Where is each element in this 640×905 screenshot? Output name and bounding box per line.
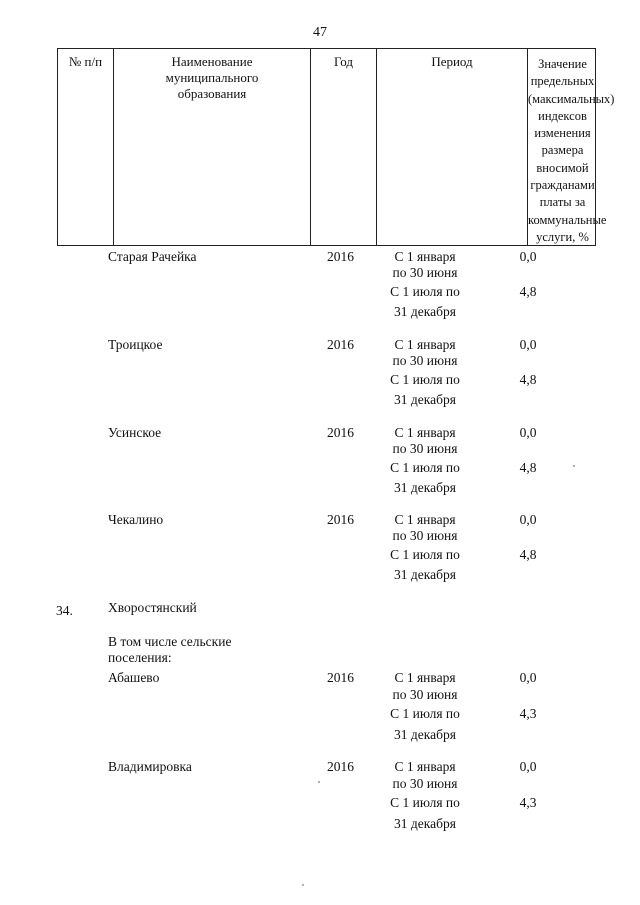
header-value-line: индексов xyxy=(538,108,587,123)
period-line: 31 декабря xyxy=(394,727,456,742)
period-line: по 30 июня xyxy=(392,528,458,543)
header-value-line: изменения xyxy=(534,126,591,141)
period-line: 31 декабря xyxy=(394,392,456,407)
subnote-line: поселения: xyxy=(108,650,172,665)
year-cell: 2016 xyxy=(327,512,354,527)
period-line: С 1 января xyxy=(394,337,456,352)
value-cell: 4,3 xyxy=(519,795,537,810)
year-cell: 2016 xyxy=(327,425,354,440)
period-line: С 1 июля по xyxy=(390,372,460,387)
value-cell: 4,3 xyxy=(519,706,537,721)
settlement-name: Абашево xyxy=(108,670,160,685)
period-line: С 1 июля по xyxy=(390,706,460,721)
subnote-line: В том числе сельские xyxy=(108,634,232,649)
year-cell: 2016 xyxy=(327,249,354,264)
header-col-number: № п/п xyxy=(58,49,114,245)
header-value-line: платы за xyxy=(539,195,586,210)
header-name-line: образования xyxy=(177,86,247,101)
header-value-line: коммунальные xyxy=(528,212,607,227)
value-cell: 4,8 xyxy=(519,460,537,475)
table-header xyxy=(57,48,615,246)
year-cell: 2016 xyxy=(327,337,354,352)
scan-speck xyxy=(302,884,304,886)
period-line: по 30 июня xyxy=(392,353,458,368)
header-value-line: размера xyxy=(541,143,584,158)
period-line: С 1 июля по xyxy=(390,795,460,810)
header-value-line: предельных xyxy=(530,74,595,89)
period-line: С 1 января xyxy=(394,759,456,774)
period-line: по 30 июня xyxy=(392,687,458,702)
header-value-line: гражданами xyxy=(530,178,595,193)
district-name: Хворостянский xyxy=(108,600,197,615)
value-cell: 0,0 xyxy=(519,759,537,774)
period-line: 31 декабря xyxy=(394,304,456,319)
period-line: С 1 января xyxy=(394,425,456,440)
period-line: по 30 июня xyxy=(392,776,458,791)
period-line: по 30 июня xyxy=(392,441,458,456)
scan-speck xyxy=(318,781,320,783)
header-value-line: Значение xyxy=(538,57,587,71)
period-line: С 1 января xyxy=(394,670,456,685)
settlement-name: Усинское xyxy=(108,425,162,440)
page-number: 47 xyxy=(313,25,327,40)
settlement-name: Владимировка xyxy=(108,759,192,774)
settlement-name: Старая Рачейка xyxy=(108,249,197,264)
period-line: С 1 июля по xyxy=(390,284,460,299)
period-line: С 1 января xyxy=(394,512,456,527)
period-line: С 1 июля по xyxy=(390,547,460,562)
period-line: по 30 июня xyxy=(392,265,458,280)
header-col-year: Год xyxy=(311,49,377,245)
value-cell: 0,0 xyxy=(519,670,537,685)
header-value-line: услуги, % xyxy=(536,229,589,244)
value-cell: 0,0 xyxy=(519,512,537,527)
value-cell: 4,8 xyxy=(519,372,537,387)
header-name-line: муниципального xyxy=(165,70,259,85)
year-cell: 2016 xyxy=(327,759,354,774)
year-cell: 2016 xyxy=(327,670,354,685)
scan-speck xyxy=(573,465,575,467)
period-line: 31 декабря xyxy=(394,816,456,831)
value-cell: 4,8 xyxy=(519,547,537,562)
value-cell: 0,0 xyxy=(519,249,537,264)
period-line: С 1 января xyxy=(394,249,456,264)
period-line: 31 декабря xyxy=(394,567,456,582)
period-line: С 1 июля по xyxy=(390,460,460,475)
header-col-name xyxy=(114,49,311,245)
settlement-name: Троицкое xyxy=(108,337,163,352)
value-cell: 0,0 xyxy=(519,425,537,440)
header-value-line: вносимой xyxy=(536,160,589,175)
settlement-name: Чекалино xyxy=(108,512,164,527)
district-number: 34. xyxy=(56,603,73,618)
value-cell: 4,8 xyxy=(519,284,537,299)
period-line: 31 декабря xyxy=(394,480,456,495)
header-col-period: Период xyxy=(377,49,528,245)
value-cell: 0,0 xyxy=(519,337,537,352)
header-col-value xyxy=(528,49,615,245)
header-name-line: Наименование xyxy=(171,54,253,69)
header-value-line: (максимальных) xyxy=(528,91,615,106)
